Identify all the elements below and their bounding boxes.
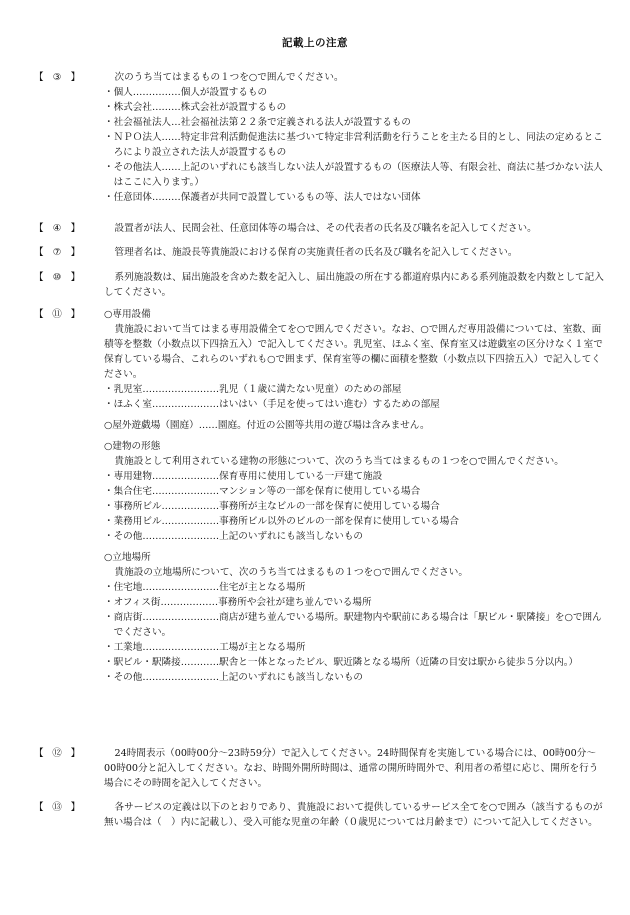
list-item: ・オフィス街………………事務所や会社が建ち並んでいる場所 [104, 597, 372, 608]
block-heading: ○専用設備 [104, 309, 151, 320]
list-item: ・ＮＰＯ法人……特定非営利活動促進法に基づいて特定非営利活動を行うことを主たる目的とし、同法の定めるところにより設立された法人が設置するもの [104, 132, 603, 158]
note-number: 【 ⑫ 】 [34, 748, 82, 759]
note-section-4 [34, 221, 604, 236]
note-number: 【 ④ 】 [34, 223, 82, 234]
list-item: ・その他……………………上記のいずれにも該当しないもの [104, 672, 364, 683]
list-item: ・専用建物…………………保育専用に使用している一戸建て施設 [104, 471, 383, 482]
note-text: 管理者名は、施設長等貴施設における保育の実施責任者の氏名及び職名を記入してください。 [114, 247, 518, 258]
note-section-12 [34, 746, 604, 791]
note-number: 【 ⑩ 】 [34, 272, 82, 283]
block-heading: ○建物の形態 [104, 441, 161, 452]
block-heading: ○立地場所 [104, 552, 151, 563]
block-heading: ○屋外遊戯場（園庭）……園庭。付近の公園等共用の遊び場は含みません。 [104, 420, 430, 431]
block-text: 貴施設の立地場所について、次のうち当てはまるもの１つを○で囲んでください。 [114, 567, 468, 578]
note-section-10 [34, 270, 604, 300]
note-number: 【 ⑪ 】 [34, 309, 82, 320]
note-section-7 [34, 245, 604, 260]
list-item: ・個人……………個人が設置するもの [104, 87, 268, 98]
list-item: ・その他……………………上記のいずれにも該当しないもの [104, 531, 364, 542]
list-item: ・集合住宅…………………マンション等の一部を保育に使用している場合 [104, 486, 421, 497]
list-item: ・業務用ビル………………事務所ビル以外のビルの一部を保育に使用している場合 [104, 516, 459, 527]
note-number: 【 ⑬ 】 [34, 802, 82, 813]
block-text: 貴施設において当てはまる専用設備全てを○で囲んでください。なお、○で囲んだ専用設備については、室数、面積等を整数（小数点以下四捨五入）で記入してください。乳児室、ほふく室、保育室又は遊戯室の区分けなく１室で保育している場合、これらのいずれも○で囲まず、保育室等の欄に面積を整数（小数点以下四捨五入）で記入してください。 [104, 324, 603, 380]
note-section-13 [34, 800, 604, 830]
block-text: 貴施設として利用されている建物の形態について、次のうち当てはまるもの１つを○で囲んでください。 [114, 456, 564, 467]
note-text: 系列施設数は、届出施設を含めた数を記入し、届出施設の所在する都道府県内にある系列施設数を内数として記入してください。 [104, 272, 604, 298]
list-item: ・駅ビル・駅隣接…………駅舎と一体となったビル、駅近隣となる場所（近隣の目安は駅から徒歩５分以内。） [104, 657, 579, 668]
list-item: ・工業地……………………工場が主となる場所 [104, 642, 306, 653]
note-number: 【 ⑦ 】 [34, 247, 82, 258]
note-text: 各サービスの定義は以下のとおりであり、貴施設において提供しているサービス全てを○で囲み（該当するものが無い場合は（ ）内に記載し）、受入可能な児童の年齢（０歳児については月齢まで）について記入してください。 [104, 802, 603, 828]
note-section-3 [34, 70, 604, 205]
list-item: ・任意団体………保護者が共同で設置しているもの等、法人ではない団体 [104, 192, 421, 203]
list-item: ・ほふく室…………………はいはい（手足を使ってはい進む）するための部屋 [104, 399, 440, 410]
page-title: 記載上の注意 [282, 37, 348, 49]
list-item: ・住宅地……………………住宅が主となる場所 [104, 582, 306, 593]
list-item: ・社会福祉法人…社会福祉法第２２条で定義される法人が設置するもの [104, 117, 411, 128]
list-item: ・乳児室……………………乳児（１歳に満たない児童）のための部屋 [104, 384, 402, 395]
note-section-11 [34, 307, 604, 685]
list-item: ・事務所ビル………………事務所が主なビルの一部を保育に使用している場合 [104, 501, 440, 512]
list-item: ・その他法人……上記のいずれにも該当しない法人が設置するもの（医療法人等、有限会社、商法に基づかない法人はここに入ります。） [104, 162, 603, 188]
note-text: 24時間表示（00時00分～23時59分）で記入してください。24時間保育を実施している場合には、00時00分～00時00分と記入してください。なお、時間外開所時間は、通常の開所時間外で、利用者の希望に応じ、開所を行う場合にその時間を記入してください。 [104, 748, 599, 789]
note-intro: 次のうち当てはまるもの１つを○で囲んでください。 [114, 72, 344, 83]
note-text: 設置者が法人、民間会社、任意団体等の場合は、その代表者の氏名及び職名を記入してください。 [114, 223, 537, 234]
list-item: ・商店街……………………商店が建ち並んでいる場所。駅建物内や駅前にある場合は「駅ビル・駅隣接」を○で囲んでください。 [104, 612, 602, 638]
note-number: 【 ③ 】 [34, 72, 82, 83]
list-item: ・株式会社………株式会社が設置するもの [104, 102, 287, 113]
